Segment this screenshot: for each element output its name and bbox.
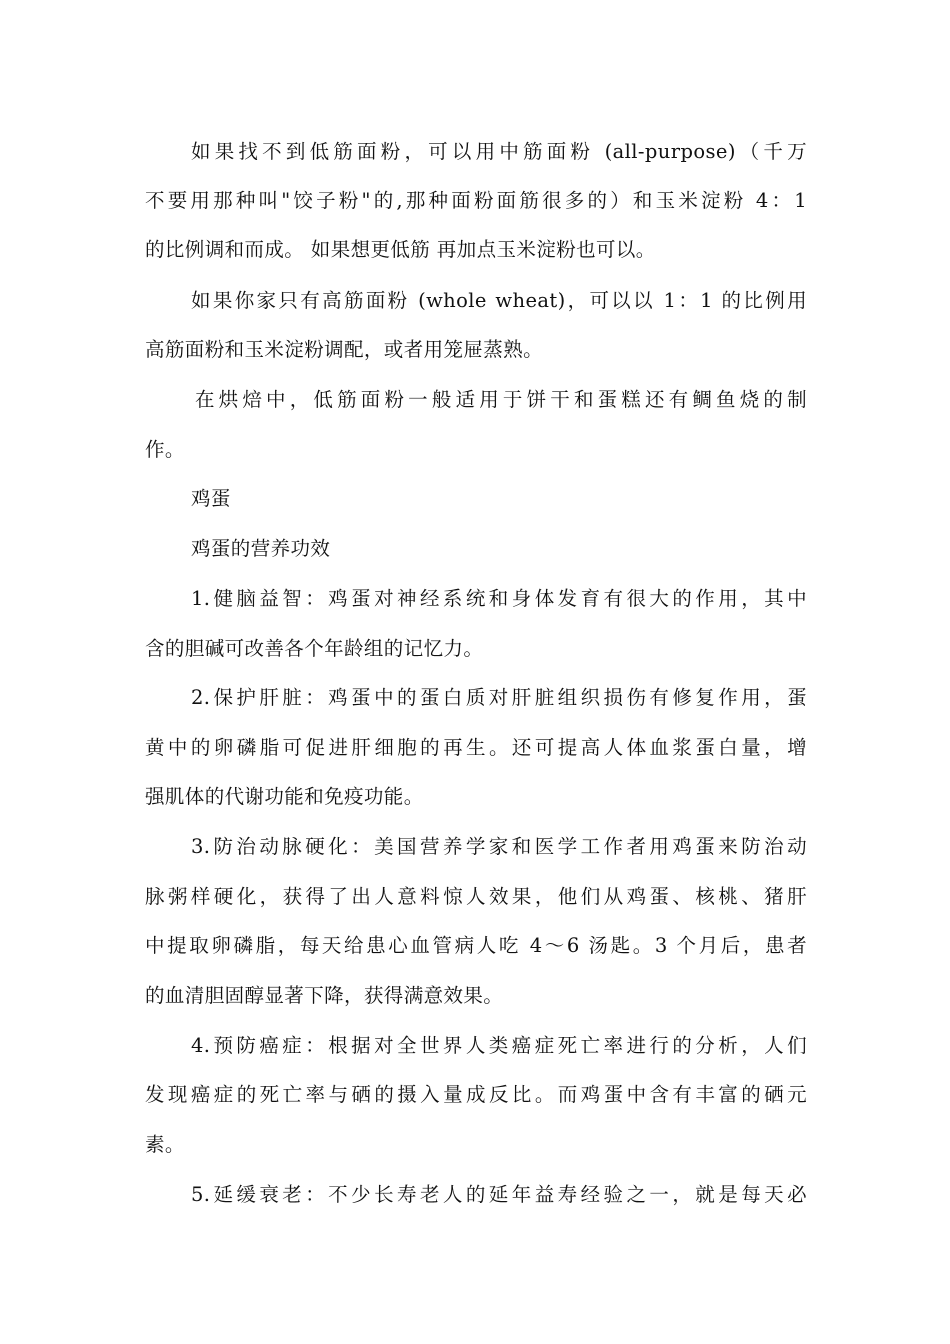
text-line: 脉粥样硬化，获得了出人意料惊人效果，他们从鸡蛋、核桃、猪肝	[145, 885, 807, 908]
text-line: 高筋面粉和玉米淀粉调配，或者用笼屉蒸熟。	[145, 338, 544, 361]
text-line: 作。	[145, 438, 185, 461]
text-line: 中提取卵磷脂，每天给患心血管病人吃 4～6 汤匙。3 个月后，患者	[145, 934, 807, 957]
text-line: 在烘焙中，低筋面粉一般适用于饼干和蛋糕还有鲷鱼烧的制	[195, 388, 807, 411]
text-line: 如果找不到低筋面粉，可以用中筋面粉 (all-purpose)（千万	[191, 140, 807, 163]
text-line: 含的胆碱可改善各个年龄组的记忆力。	[145, 637, 484, 660]
section-heading: 鸡蛋	[191, 487, 231, 510]
text-line: 强肌体的代谢功能和免疫功能。	[145, 785, 424, 808]
text-line: 的比例调和而成。 如果想更低筋 再加点玉米淀粉也可以。	[145, 238, 656, 261]
text-line: 3.防治动脉硬化：美国营养学家和医学工作者用鸡蛋来防治动	[191, 835, 807, 858]
section-subheading: 鸡蛋的营养功效	[191, 537, 331, 560]
text-line: 的血清胆固醇显著下降，获得满意效果。	[145, 984, 504, 1007]
text-line: 4.预防癌症：根据对全世界人类癌症死亡率进行的分析，人们	[191, 1034, 807, 1057]
text-line: 1.健脑益智：鸡蛋对神经系统和身体发育有很大的作用，其中	[191, 587, 807, 610]
text-line: 发现癌症的死亡率与硒的摄入量成反比。而鸡蛋中含有丰富的硒元	[145, 1083, 807, 1106]
text-line: 黄中的卵磷脂可促进肝细胞的再生。还可提高人体血浆蛋白量，增	[145, 736, 807, 759]
text-line: 素。	[145, 1133, 185, 1156]
text-line: 如果你家只有高筋面粉 (whole wheat)，可以以 1：1 的比例用	[191, 289, 807, 312]
text-line: 5.延缓衰老：不少长寿老人的延年益寿经验之一，就是每天必	[191, 1183, 807, 1206]
text-line: 不要用那种叫"饺子粉"的,那种面粉面筋很多的）和玉米淀粉 4：1	[145, 189, 807, 212]
text-line: 2.保护肝脏：鸡蛋中的蛋白质对肝脏组织损伤有修复作用，蛋	[191, 686, 807, 709]
